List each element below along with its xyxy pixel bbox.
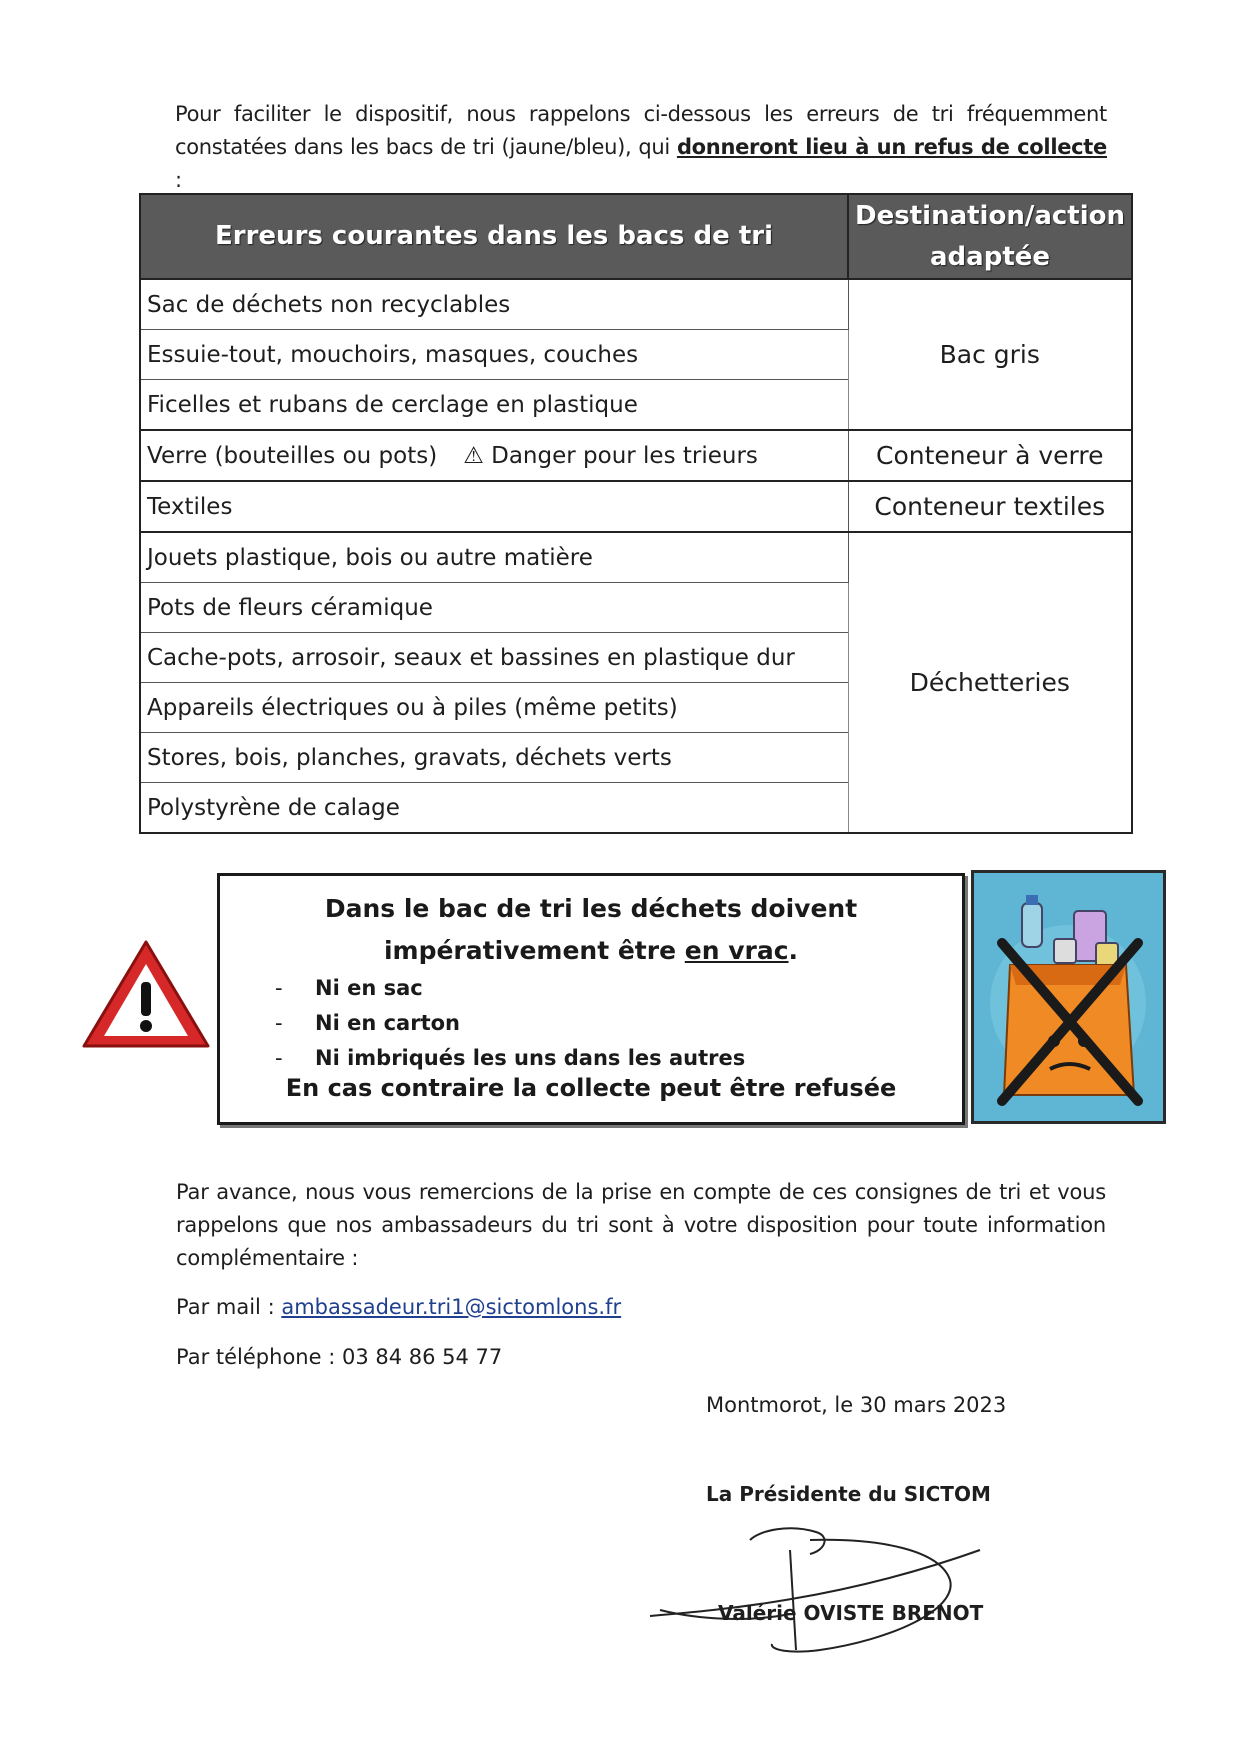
bullet-dash: - — [275, 1046, 283, 1070]
bullet-dash: - — [275, 976, 283, 1000]
notice-title-text: impérativement être — [383, 936, 685, 965]
notice-title-emphasis: en vrac — [684, 936, 789, 965]
error-item: Textiles — [140, 481, 848, 532]
mail-line — [176, 1295, 621, 1319]
signature-mark — [640, 1510, 990, 1660]
error-item: Cache-pots, arrosoir, seaux et bassines en plastique dur — [140, 633, 848, 683]
table-header-row — [140, 194, 1132, 279]
phone-label: Par téléphone : — [176, 1345, 342, 1369]
table-row — [140, 279, 1132, 330]
table-row — [140, 481, 1132, 532]
list-item-text: Ni en sac — [315, 976, 423, 1000]
list-item — [275, 1006, 745, 1041]
intro-tail: : — [175, 168, 182, 192]
header-destination: Destination/action adaptée — [848, 194, 1132, 279]
table-row — [140, 532, 1132, 583]
list-item-text: Ni imbriqués les uns dans les autres — [315, 1046, 746, 1070]
notice-title-line2 — [220, 930, 962, 972]
notice-title — [220, 888, 962, 972]
bulk-notice-box — [217, 873, 965, 1125]
signatory-title: La Présidente du SICTOM — [706, 1482, 991, 1506]
sorting-errors-table — [139, 193, 1133, 834]
list-item — [275, 1041, 745, 1076]
notice-title-end: . — [788, 936, 799, 965]
intro-paragraph — [175, 98, 1107, 197]
error-item-label: Verre (bouteilles ou pots) — [147, 442, 438, 469]
error-item-glass — [140, 430, 848, 481]
bag-cross-illustration — [971, 870, 1166, 1124]
mail-label: Par mail : — [176, 1295, 282, 1319]
header-errors: Erreurs courantes dans les bacs de tri — [140, 194, 848, 279]
notice-footer: En cas contraire la collecte peut être refusée — [285, 1074, 897, 1102]
danger-warning: ⚠ Danger pour les trieurs — [463, 442, 758, 469]
error-item: Essuie-tout, mouchoirs, masques, couches — [140, 330, 848, 380]
error-item: Appareils électriques ou à piles (même petits) — [140, 683, 848, 733]
date-place: Montmorot, le 30 mars 2023 — [706, 1393, 1007, 1417]
notice-title-line1: Dans le bac de tri les déchets doivent — [324, 894, 858, 923]
mail-link[interactable]: ambassadeur.tri1@sictomlons.fr — [281, 1295, 622, 1319]
destination-cell: Bac gris — [848, 279, 1132, 430]
table-row — [140, 430, 1132, 481]
error-item: Pots de fleurs céramique — [140, 583, 848, 633]
destination-cell: Déchetteries — [848, 532, 1132, 833]
bag-illustration-art — [974, 873, 1163, 1121]
error-item: Stores, bois, planches, gravats, déchets verts — [140, 733, 848, 783]
error-item: Sac de déchets non recyclables — [140, 279, 848, 330]
destination-cell: Conteneur à verre — [848, 430, 1132, 481]
closing-paragraph: Par avance, nous vous remercions de la prise en compte de ces consignes de tri et vous rappelons que nos ambassadeurs du tri sont à votre disposition pour toute information complémentaire : — [176, 1180, 1106, 1270]
intro-text: Pour faciliter le dispositif, nous rappelons ci-dessous les erreurs de tri fréquemment constatées dans les bacs de tri (jaune/bleu), qui — [175, 102, 1107, 159]
intro-emphasis: donneront lieu à un refus de collecte — [676, 135, 1107, 159]
signatory-name: Valérie OVISTE BRENOT — [718, 1601, 984, 1625]
warning-triangle-icon — [80, 938, 212, 1050]
phone-number: 03 84 86 54 77 — [341, 1345, 503, 1369]
list-item-text: Ni en carton — [315, 1011, 460, 1035]
list-item — [275, 971, 745, 1006]
error-item: Jouets plastique, bois ou autre matière — [140, 532, 848, 583]
error-item: Ficelles et rubans de cerclage en plastique — [140, 380, 848, 431]
phone-line — [176, 1345, 502, 1369]
destination-cell: Conteneur textiles — [848, 481, 1132, 532]
error-item: Polystyrène de calage — [140, 783, 848, 834]
bullet-dash: - — [275, 1011, 283, 1035]
notice-list — [275, 971, 745, 1076]
